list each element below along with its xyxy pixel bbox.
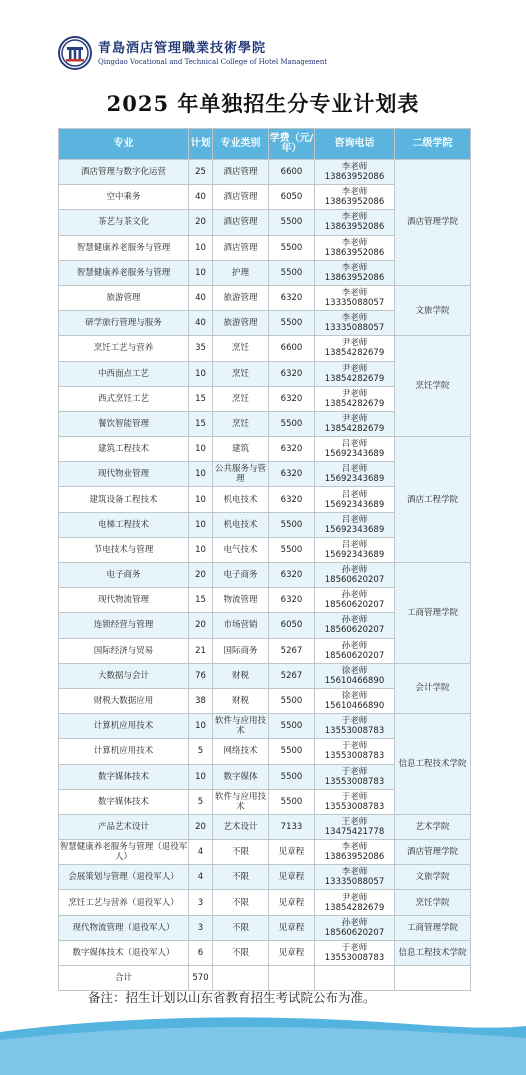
contact-cell xyxy=(315,210,395,235)
college-cell: 酒店工程学院 xyxy=(395,437,471,563)
category-cell: 建筑 xyxy=(213,437,269,462)
fee-cell: 5500 xyxy=(269,764,315,789)
category-cell: 烹饪 xyxy=(213,411,269,436)
contact-name: 李老师 xyxy=(341,262,368,273)
plan-cell: 20 xyxy=(189,210,213,235)
category-cell: 电气技术 xyxy=(213,537,269,562)
major-cell: 数字媒体技术 xyxy=(59,789,189,814)
category-cell: 烹饪 xyxy=(213,361,269,386)
category-cell: 不限 xyxy=(213,865,269,890)
fee-cell: 6320 xyxy=(269,563,315,588)
contact-name: 徐老师 xyxy=(341,665,368,676)
contact-cell xyxy=(315,160,395,185)
table-row xyxy=(59,840,471,865)
column-header-fee: 学费（元/年） xyxy=(269,129,315,160)
contact-cell xyxy=(315,915,395,940)
category-cell: 软件与应用技术 xyxy=(213,714,269,739)
plan-cell: 10 xyxy=(189,537,213,562)
contact-cell xyxy=(315,336,395,361)
major-cell: 连锁经营与管理 xyxy=(59,613,189,638)
contact-cell xyxy=(315,789,395,814)
major-cell: 电子商务 xyxy=(59,563,189,588)
plan-cell: 5 xyxy=(189,739,213,764)
total-empty-cell xyxy=(269,966,315,991)
table-row xyxy=(59,915,471,940)
contact-phone: 13553008783 xyxy=(324,952,385,963)
table-row xyxy=(59,865,471,890)
fee-cell: 5500 xyxy=(269,789,315,814)
plan-cell: 10 xyxy=(189,714,213,739)
college-cell: 烹饪学院 xyxy=(395,890,471,915)
contact-cell xyxy=(315,613,395,638)
contact-cell xyxy=(315,865,395,890)
contact-phone: 13475421778 xyxy=(324,826,385,837)
major-cell: 数字媒体技术 xyxy=(59,764,189,789)
contact-phone: 18560620207 xyxy=(324,600,385,611)
contact-cell xyxy=(315,714,395,739)
fee-cell: 5500 xyxy=(269,260,315,285)
footnote: 备注：招生计划以山东省教育招生考试院公布为准。 xyxy=(88,990,376,1005)
table-row xyxy=(59,714,471,739)
contact-cell xyxy=(315,890,395,915)
contact-cell xyxy=(315,285,395,310)
category-cell: 软件与应用技术 xyxy=(213,789,269,814)
category-cell: 酒店管理 xyxy=(213,210,269,235)
contact-name: 孙老师 xyxy=(341,590,368,601)
category-cell: 艺术设计 xyxy=(213,814,269,839)
fee-cell: 5500 xyxy=(269,235,315,260)
fee-cell: 5267 xyxy=(269,663,315,688)
contact-cell xyxy=(315,361,395,386)
major-cell: 餐饮智能管理 xyxy=(59,411,189,436)
plan-cell: 15 xyxy=(189,588,213,613)
category-cell: 不限 xyxy=(213,940,269,965)
fee-cell: 见章程 xyxy=(269,865,315,890)
fee-cell: 5500 xyxy=(269,311,315,336)
fee-cell: 6320 xyxy=(269,437,315,462)
college-cell: 酒店管理学院 xyxy=(395,160,471,286)
fee-cell: 5500 xyxy=(269,512,315,537)
fee-cell: 6600 xyxy=(269,160,315,185)
column-header-major: 专业 xyxy=(59,129,189,160)
fee-cell: 6320 xyxy=(269,588,315,613)
category-cell: 市场营销 xyxy=(213,613,269,638)
contact-phone: 13553008783 xyxy=(324,726,385,737)
contact-phone: 15610466890 xyxy=(324,675,385,686)
category-cell: 旅游管理 xyxy=(213,285,269,310)
contact-cell xyxy=(315,185,395,210)
plan-cell: 4 xyxy=(189,865,213,890)
category-cell: 机电技术 xyxy=(213,487,269,512)
category-cell: 不限 xyxy=(213,840,269,865)
fee-cell: 见章程 xyxy=(269,915,315,940)
major-cell: 国际经济与贸易 xyxy=(59,638,189,663)
contact-cell xyxy=(315,764,395,789)
contact-name: 吕老师 xyxy=(341,514,368,525)
contact-name: 尹老师 xyxy=(341,413,368,424)
fee-cell: 5500 xyxy=(269,714,315,739)
plan-cell: 40 xyxy=(189,285,213,310)
contact-phone: 13854282679 xyxy=(324,373,385,384)
major-cell: 茶艺与茶文化 xyxy=(59,210,189,235)
contact-phone: 18560620207 xyxy=(324,927,385,938)
fee-cell: 见章程 xyxy=(269,890,315,915)
major-cell: 建筑设备工程技术 xyxy=(59,487,189,512)
college-name-cn: 青島酒店管理職業技術學院 xyxy=(98,41,267,56)
plan-cell: 76 xyxy=(189,663,213,688)
contact-phone: 15692343689 xyxy=(324,524,385,535)
major-cell: 计算机应用技术 xyxy=(59,714,189,739)
total-row xyxy=(59,966,471,991)
category-cell: 数字媒体 xyxy=(213,764,269,789)
college-logo-icon xyxy=(58,36,92,70)
major-cell: 研学旅行管理与服务 xyxy=(59,311,189,336)
college-cell: 信息工程技术学院 xyxy=(395,714,471,815)
plan-cell: 10 xyxy=(189,437,213,462)
contact-phone: 15692343689 xyxy=(324,549,385,560)
plan-cell: 25 xyxy=(189,160,213,185)
contact-name: 于老师 xyxy=(341,741,368,752)
plan-cell: 40 xyxy=(189,185,213,210)
contact-phone: 13863952086 xyxy=(324,272,385,283)
fee-cell: 6320 xyxy=(269,462,315,487)
major-cell: 中西面点工艺 xyxy=(59,361,189,386)
table-body xyxy=(59,160,471,991)
table-row xyxy=(59,814,471,839)
contact-cell xyxy=(315,235,395,260)
plan-cell: 15 xyxy=(189,386,213,411)
contact-name: 孙老师 xyxy=(341,615,368,626)
category-cell: 财税 xyxy=(213,688,269,713)
contact-name: 徐老师 xyxy=(341,691,368,702)
fee-cell: 见章程 xyxy=(269,940,315,965)
major-cell: 现代物业管理 xyxy=(59,462,189,487)
table-row xyxy=(59,336,471,361)
fee-cell: 5267 xyxy=(269,638,315,663)
category-cell: 酒店管理 xyxy=(213,185,269,210)
contact-name: 吕老师 xyxy=(341,539,368,550)
contact-cell xyxy=(315,437,395,462)
contact-phone: 13854282679 xyxy=(324,348,385,359)
major-cell: 烹饪工艺与营养 xyxy=(59,336,189,361)
column-header-college: 二级学院 xyxy=(395,129,471,160)
contact-name: 孙老师 xyxy=(341,565,368,576)
contact-phone: 15610466890 xyxy=(324,701,385,712)
category-cell: 财税 xyxy=(213,663,269,688)
plan-cell: 10 xyxy=(189,487,213,512)
major-cell: 产品艺术设计 xyxy=(59,814,189,839)
table-row xyxy=(59,285,471,310)
college-header xyxy=(58,36,498,72)
contact-name: 李老师 xyxy=(341,187,368,198)
major-cell: 节电技术与管理 xyxy=(59,537,189,562)
column-header-plan: 计划 xyxy=(189,129,213,160)
contact-name: 孙老师 xyxy=(341,640,368,651)
table-row xyxy=(59,890,471,915)
fee-cell: 5500 xyxy=(269,411,315,436)
contact-cell xyxy=(315,840,395,865)
major-cell: 智慧健康养老服务与管理（退役军人） xyxy=(59,840,189,865)
college-cell: 酒店管理学院 xyxy=(395,840,471,865)
table-row xyxy=(59,563,471,588)
plan-cell: 40 xyxy=(189,311,213,336)
category-cell: 机电技术 xyxy=(213,512,269,537)
major-cell: 会展策划与管理（退役军人） xyxy=(59,865,189,890)
contact-name: 尹老师 xyxy=(341,892,368,903)
college-name-en: Qingdao Vocational and Technical College of Hotel Management xyxy=(98,58,328,66)
contact-phone: 13854282679 xyxy=(324,423,385,434)
total-label: 合计 xyxy=(59,966,189,991)
contact-name: 于老师 xyxy=(341,942,368,953)
total-plan: 570 xyxy=(189,966,213,991)
major-cell: 财税大数据应用 xyxy=(59,688,189,713)
major-cell: 现代物流管理 xyxy=(59,588,189,613)
plan-cell: 6 xyxy=(189,940,213,965)
contact-cell xyxy=(315,663,395,688)
fee-cell: 6600 xyxy=(269,336,315,361)
contact-phone: 15692343689 xyxy=(324,474,385,485)
contact-phone: 13553008783 xyxy=(324,751,385,762)
fee-cell: 5500 xyxy=(269,739,315,764)
table-row xyxy=(59,437,471,462)
category-cell: 烹饪 xyxy=(213,336,269,361)
major-cell: 现代物流管理（退役军人） xyxy=(59,915,189,940)
table-row xyxy=(59,940,471,965)
plan-cell: 20 xyxy=(189,563,213,588)
contact-cell xyxy=(315,739,395,764)
column-header-category: 专业类别 xyxy=(213,129,269,160)
table-header-row xyxy=(59,129,471,160)
contact-cell xyxy=(315,638,395,663)
major-cell: 酒店管理与数字化运营 xyxy=(59,160,189,185)
contact-phone: 15692343689 xyxy=(324,449,385,460)
plan-cell: 5 xyxy=(189,789,213,814)
contact-name: 吕老师 xyxy=(341,489,368,500)
college-cell: 工商管理学院 xyxy=(395,563,471,664)
category-cell: 网络技术 xyxy=(213,739,269,764)
contact-cell xyxy=(315,588,395,613)
contact-name: 李老师 xyxy=(341,162,368,173)
page-title: 2025 年单独招生分专业计划表 xyxy=(106,91,420,116)
column-header-phone: 咨询电话 xyxy=(315,129,395,160)
college-cell: 艺术学院 xyxy=(395,814,471,839)
plan-cell: 35 xyxy=(189,336,213,361)
category-cell: 不限 xyxy=(213,890,269,915)
category-cell: 物流管理 xyxy=(213,588,269,613)
major-cell: 西式烹饪工艺 xyxy=(59,386,189,411)
fee-cell: 7133 xyxy=(269,814,315,839)
fee-cell: 6320 xyxy=(269,386,315,411)
fee-cell: 6050 xyxy=(269,613,315,638)
contact-name: 李老师 xyxy=(341,313,368,324)
table-row xyxy=(59,160,471,185)
category-cell: 不限 xyxy=(213,915,269,940)
contact-cell xyxy=(315,940,395,965)
contact-phone: 13335088057 xyxy=(324,877,385,888)
major-cell: 数字媒体技术（退役军人） xyxy=(59,940,189,965)
fee-cell: 见章程 xyxy=(269,840,315,865)
plan-cell: 38 xyxy=(189,688,213,713)
plan-cell: 20 xyxy=(189,814,213,839)
college-cell: 工商管理学院 xyxy=(395,915,471,940)
plan-cell: 4 xyxy=(189,840,213,865)
contact-cell xyxy=(315,311,395,336)
college-cell: 文旅学院 xyxy=(395,285,471,335)
total-empty-cell xyxy=(213,966,269,991)
category-cell: 护理 xyxy=(213,260,269,285)
contact-phone: 18560620207 xyxy=(324,625,385,636)
category-cell: 酒店管理 xyxy=(213,160,269,185)
contact-phone: 15692343689 xyxy=(324,499,385,510)
plan-cell: 15 xyxy=(189,411,213,436)
contact-name: 于老师 xyxy=(341,716,368,727)
contact-phone: 13854282679 xyxy=(324,902,385,913)
fee-cell: 6050 xyxy=(269,185,315,210)
category-cell: 国际商务 xyxy=(213,638,269,663)
admission-plan-table xyxy=(58,128,471,991)
contact-phone: 18560620207 xyxy=(324,575,385,586)
contact-name: 孙老师 xyxy=(341,917,368,928)
plan-cell: 10 xyxy=(189,260,213,285)
contact-name: 尹老师 xyxy=(341,388,368,399)
contact-name: 李老师 xyxy=(341,867,368,878)
fee-cell: 5500 xyxy=(269,210,315,235)
plan-cell: 10 xyxy=(189,512,213,537)
contact-name: 于老师 xyxy=(341,766,368,777)
category-cell: 旅游管理 xyxy=(213,311,269,336)
decorative-wave xyxy=(0,1010,526,1075)
fee-cell: 5500 xyxy=(269,688,315,713)
contact-cell xyxy=(315,411,395,436)
contact-cell xyxy=(315,462,395,487)
contact-phone: 18560620207 xyxy=(324,650,385,661)
plan-cell: 3 xyxy=(189,890,213,915)
contact-cell xyxy=(315,688,395,713)
plan-cell: 10 xyxy=(189,764,213,789)
total-empty-cell xyxy=(315,966,395,991)
plan-cell: 21 xyxy=(189,638,213,663)
major-cell: 建筑工程技术 xyxy=(59,437,189,462)
contact-name: 李老师 xyxy=(341,288,368,299)
major-cell: 计算机应用技术 xyxy=(59,739,189,764)
fee-cell: 6320 xyxy=(269,487,315,512)
major-cell: 智慧健康养老服务与管理 xyxy=(59,260,189,285)
contact-phone: 13553008783 xyxy=(324,801,385,812)
college-cell: 文旅学院 xyxy=(395,865,471,890)
contact-phone: 13863952086 xyxy=(324,172,385,183)
contact-name: 于老师 xyxy=(341,791,368,802)
major-cell: 电梯工程技术 xyxy=(59,512,189,537)
college-cell: 会计学院 xyxy=(395,663,471,713)
table-row xyxy=(59,663,471,688)
contact-cell xyxy=(315,487,395,512)
major-cell: 大数据与会计 xyxy=(59,663,189,688)
category-cell: 公共服务与管理 xyxy=(213,462,269,487)
contact-phone: 13854282679 xyxy=(324,398,385,409)
contact-name: 尹老师 xyxy=(341,363,368,374)
total-empty-cell xyxy=(395,966,471,991)
major-cell: 烹饪工艺与营养（退役军人） xyxy=(59,890,189,915)
contact-cell xyxy=(315,386,395,411)
contact-name: 李老师 xyxy=(341,212,368,223)
contact-phone: 13335088057 xyxy=(324,298,385,309)
contact-name: 吕老师 xyxy=(341,439,368,450)
contact-cell xyxy=(315,814,395,839)
contact-phone: 13863952086 xyxy=(324,247,385,258)
major-cell: 空中乘务 xyxy=(59,185,189,210)
plan-cell: 20 xyxy=(189,613,213,638)
contact-phone: 13335088057 xyxy=(324,323,385,334)
major-cell: 智慧健康养老服务与管理 xyxy=(59,235,189,260)
contact-name: 王老师 xyxy=(341,816,368,827)
plan-cell: 10 xyxy=(189,235,213,260)
fee-cell: 6320 xyxy=(269,361,315,386)
plan-cell: 10 xyxy=(189,361,213,386)
fee-cell: 6320 xyxy=(269,285,315,310)
contact-name: 李老师 xyxy=(341,842,368,853)
contact-cell xyxy=(315,563,395,588)
major-cell: 旅游管理 xyxy=(59,285,189,310)
contact-cell xyxy=(315,512,395,537)
contact-name: 吕老师 xyxy=(341,464,368,475)
contact-phone: 13553008783 xyxy=(324,776,385,787)
plan-cell: 3 xyxy=(189,915,213,940)
contact-cell xyxy=(315,260,395,285)
contact-phone: 13863952086 xyxy=(324,222,385,233)
contact-cell xyxy=(315,537,395,562)
contact-phone: 13863952086 xyxy=(324,197,385,208)
college-cell: 烹饪学院 xyxy=(395,336,471,437)
fee-cell: 5500 xyxy=(269,537,315,562)
college-cell: 信息工程技术学院 xyxy=(395,940,471,965)
category-cell: 烹饪 xyxy=(213,386,269,411)
plan-cell: 10 xyxy=(189,462,213,487)
category-cell: 电子商务 xyxy=(213,563,269,588)
category-cell: 酒店管理 xyxy=(213,235,269,260)
contact-name: 尹老师 xyxy=(341,338,368,349)
contact-name: 李老师 xyxy=(341,237,368,248)
contact-phone: 13863952086 xyxy=(324,852,385,863)
